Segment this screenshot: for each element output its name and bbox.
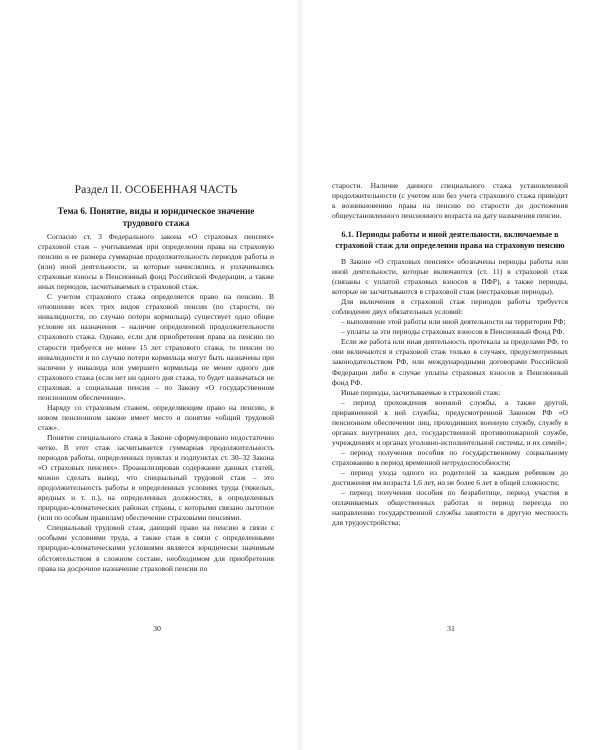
paragraph: С учетом страхового стажа определяется право на пенсию. В отношении всех трех видов страховой пенсии (по старости, по инвалидности, по случаю потери кормильца) существует одно общее условие их назначения – наличие определенной продолжительности страхового стажа. Однако, если для приобретения права на пенсию по старости требуется не менее 15 лет страхового стажа, то пенсии по инвалидности и по случаю потери кормильца могут быть назначены при наличии у инвалида или умершего кормильца не менее одного дня страхового стажа (если нет ни одного дня стажа, то будет назначаться не страховая, а социальная пенсия – по Закону «О государственном пенсионном обеспечении».	[38, 292, 274, 402]
paragraph: Специальный трудовой стаж, дающий право на пенсию в связи с особыми условиями труда, а также стаж в связи с определенными природно-климатическими условиями является юридически значимым обстоятельством в сложном составе, необходимом для приобретения права на досрочное назначение страховой пенсии по	[38, 523, 274, 573]
section-title: Раздел II. ОСОБЕННАЯ ЧАСТЬ	[74, 183, 238, 196]
paragraph: Иные периоды, засчитываемые в страховой стаж:	[341, 387, 501, 397]
list-item: – период прохождения военной службы, а также другой, приравненной к ней службы, предусмотренной Законом РФ «О пенсионном обеспечении лиц, проходивших военную службу, службу в органах внутренних дел, государственной противопожарной службе, учреждениях и органах уголовно-исполнительной системы, и их семей»;	[332, 397, 568, 447]
right-page	[300, 0, 600, 750]
page-number-left: 30	[153, 624, 161, 633]
list-item: – уплаты за эти периоды страховых взносов в Пенсионный Фонд РФ.	[341, 327, 565, 337]
list-item: – период получения пособия по безработице, период участия в оплачиваемых общественных работах и период переезда по направлению государственной службы занятости в другую местность для трудоустройства;	[332, 488, 568, 528]
list-item: – период получения пособия по государственному социальному страхованию в период временной нетрудоспособности;	[332, 447, 568, 467]
page-number-right: 31	[447, 624, 455, 633]
paragraph: Для включения в страховой стаж периодов работы требуется соблюдение двух обязательных условий:	[332, 297, 568, 317]
theme-title: Тема 6. Понятие, виды и юридическое значение трудового стажа	[57, 206, 255, 228]
paragraph: Если же работа или иная деятельность протекала за пределами РФ, то они включаются в страховой стаж только в случаях, предусмотренных законодательством РФ, или международными договорами Российской Федерации либо в случае уплаты страховых взносов в Пенсионный фонд РФ.	[332, 337, 568, 387]
list-item: – период ухода одного из родителей за каждым ребенком до достижения им возраста 1,6 лет, но не более 6 лет в общей сложности;	[332, 467, 568, 488]
subsection-title: 6.1. Периоды работы и иной деятельности, включаемые в страховой стаж для определения права на страховую пенсию	[335, 230, 565, 250]
right-text-column	[332, 181, 568, 528]
paragraph: Понятие специального стажа в Законе сформулировано недостаточно четко. В этот стаж засчитывается суммарная продолжительность периодов работы, определенных пунктах и подпунктах ст. 30–32 Закона «О страховых пенсиях». Проанализировав содержание данных статей, можно сделать вывод, что специальный трудовой стаж – это продолжительность работы в определенных условиях труда (тяжелых, вредных и т. п.), на определенных должностях, в определенных природно-климатических районах страны, с которыми связано льготное (или по особым правилам) обеспечение страховыми пенсиями.	[38, 432, 274, 523]
left-text-column	[38, 232, 274, 574]
continued-paragraph: старости. Наличие данного специального стажа установленной продолжительности (с учетом или без учета страхового стажа приводит к возникновению права на пенсию по старости до достижения общеустановленного пенсионного возраста на дату назначения пенсии.	[332, 181, 568, 221]
paragraph: В Законе «О страховых пенсиях» обозначены периоды работы или иной деятельности, которые включаются (ст. 11) в страховой стаж (связаны с уплатой страховых взносов в ПФР), а также периоды, которые не засчитываются в страховой стаж (нестраховые периоды).	[332, 257, 568, 297]
list-item: – выполнение этой работы или иной деятельности на территории РФ;	[341, 317, 566, 327]
paragraph: Наряду со страховым стажем, определяющим право на пенсию, в новом пенсионном законе имеет место и понятие «общий трудовой стаж».	[38, 402, 274, 432]
paragraph: Согласно ст. 3 Федерального закона «О страховых пенсиях» страховой стаж – учитываемая при определении права на страховую пенсию и ее размера суммарная продолжительность периодов работы и (или) иной деятельности, за которые начислялись и уплачивались страховые взносы в Пенсионный фонд Российской Федерации, а также иных периодов, засчитываемых в страховой стаж.	[38, 232, 274, 292]
spacer	[332, 221, 568, 230]
